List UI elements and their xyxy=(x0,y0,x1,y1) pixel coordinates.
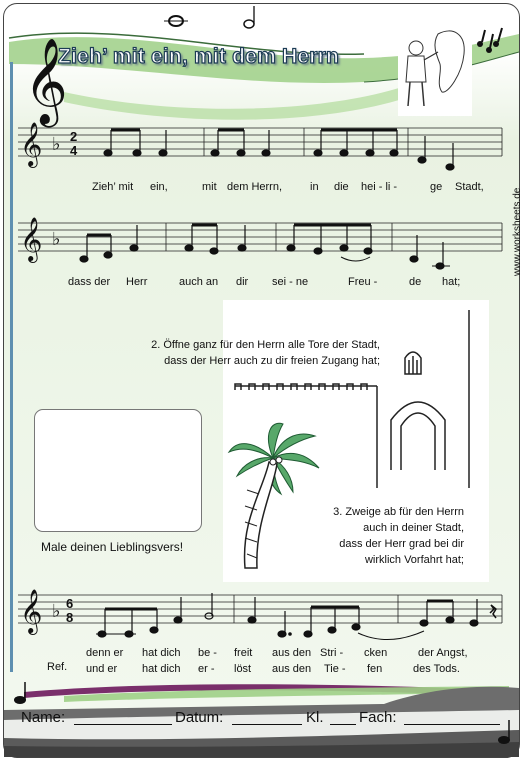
lyric: Stadt, xyxy=(455,181,484,193)
name-field[interactable] xyxy=(74,724,172,725)
lyric: dir xyxy=(236,276,249,288)
lyric: fen xyxy=(367,663,383,675)
footer-decoration xyxy=(4,680,519,757)
subject-field[interactable] xyxy=(404,724,500,725)
svg-text:2: 2 xyxy=(70,129,78,144)
lyric: freit xyxy=(234,647,253,659)
lyric: auch an xyxy=(179,276,219,288)
drawing-box-caption: Male deinen Lieblingsvers! xyxy=(41,540,184,554)
date-label: Datum: xyxy=(175,709,224,726)
refrain-label: Ref. xyxy=(47,661,68,673)
svg-text:𝄞: 𝄞 xyxy=(20,217,43,261)
verse-3-line: auch in deiner Stadt, xyxy=(363,522,464,534)
lyric: in xyxy=(310,181,319,193)
lyric: der Angst, xyxy=(418,647,468,659)
verse-3-line: 3. Zweige ab für den Herrn xyxy=(333,506,464,518)
verse-2-line: 2. Öffne ganz für den Herrn alle Tore der Stadt, xyxy=(151,339,380,351)
lyric: de xyxy=(409,276,422,288)
lyric: Stri - xyxy=(320,647,344,659)
subject-label: Fach: xyxy=(359,709,397,726)
verse-2 xyxy=(104,337,380,369)
lyric: hei - li - xyxy=(361,181,398,193)
verse-3-line: dass der Herr grad bei dir xyxy=(339,538,464,550)
lyric: aus den xyxy=(272,663,312,675)
lyric: hat dich xyxy=(142,663,181,675)
lyric: aus den xyxy=(272,647,312,659)
lyric: des Tods. xyxy=(413,663,460,675)
staff-line-2 xyxy=(18,217,503,269)
lyric: sei - ne xyxy=(272,276,309,288)
svg-text:6: 6 xyxy=(66,596,74,611)
svg-text:♭: ♭ xyxy=(52,229,61,249)
svg-text:𝄞: 𝄞 xyxy=(24,38,68,124)
lyric: dem Herrn, xyxy=(227,181,283,193)
staff-line-1 xyxy=(18,122,503,174)
page-title: Zieh’ mit ein, mit dem Herrn xyxy=(58,45,339,68)
worksheet xyxy=(3,3,523,758)
svg-text:𝄞: 𝄞 xyxy=(20,589,43,633)
lyric: löst xyxy=(234,663,252,675)
date-field[interactable] xyxy=(232,724,302,725)
class-label: Kl. xyxy=(306,709,324,726)
lyric: hat dich xyxy=(142,647,181,659)
lyric: Tie - xyxy=(324,663,346,675)
lyric: die xyxy=(334,181,349,193)
svg-text:♭: ♭ xyxy=(52,601,61,621)
svg-text:4: 4 xyxy=(70,143,78,158)
lyric: dass der xyxy=(68,276,111,288)
lyric: ge xyxy=(430,181,443,193)
verse-2-line: dass der Herr auch zu dir freien Zugang hat; xyxy=(164,355,380,367)
lyric: er - xyxy=(198,663,215,675)
lyric: hat; xyxy=(442,276,461,288)
svg-text:♭: ♭ xyxy=(52,134,61,154)
lyric: ein, xyxy=(150,181,168,193)
lyric: und er xyxy=(86,663,118,675)
lyric: be - xyxy=(198,647,217,659)
svg-text:8: 8 xyxy=(66,610,74,625)
drawing-box[interactable] xyxy=(34,409,202,532)
lyric: denn er xyxy=(86,647,124,659)
website-credit: www.worksheets.de xyxy=(512,187,523,276)
lyric: Zieh’ mit xyxy=(92,181,134,193)
lyric: cken xyxy=(364,647,388,659)
staff-refrain xyxy=(18,589,503,649)
verse-3-line: wirklich Vorfahrt hat; xyxy=(364,554,464,566)
left-accent-line xyxy=(10,62,13,672)
class-field[interactable] xyxy=(330,724,356,725)
lyric: mit xyxy=(202,181,217,193)
name-label: Name: xyxy=(21,709,66,726)
svg-text:𝄞: 𝄞 xyxy=(20,122,43,166)
treble-clef-ornament xyxy=(22,34,68,124)
lyric: Freu - xyxy=(348,276,378,288)
boy-with-hand-illustration xyxy=(398,24,472,116)
verse-3 xyxy=(298,504,464,568)
lyric: Herr xyxy=(126,276,148,288)
